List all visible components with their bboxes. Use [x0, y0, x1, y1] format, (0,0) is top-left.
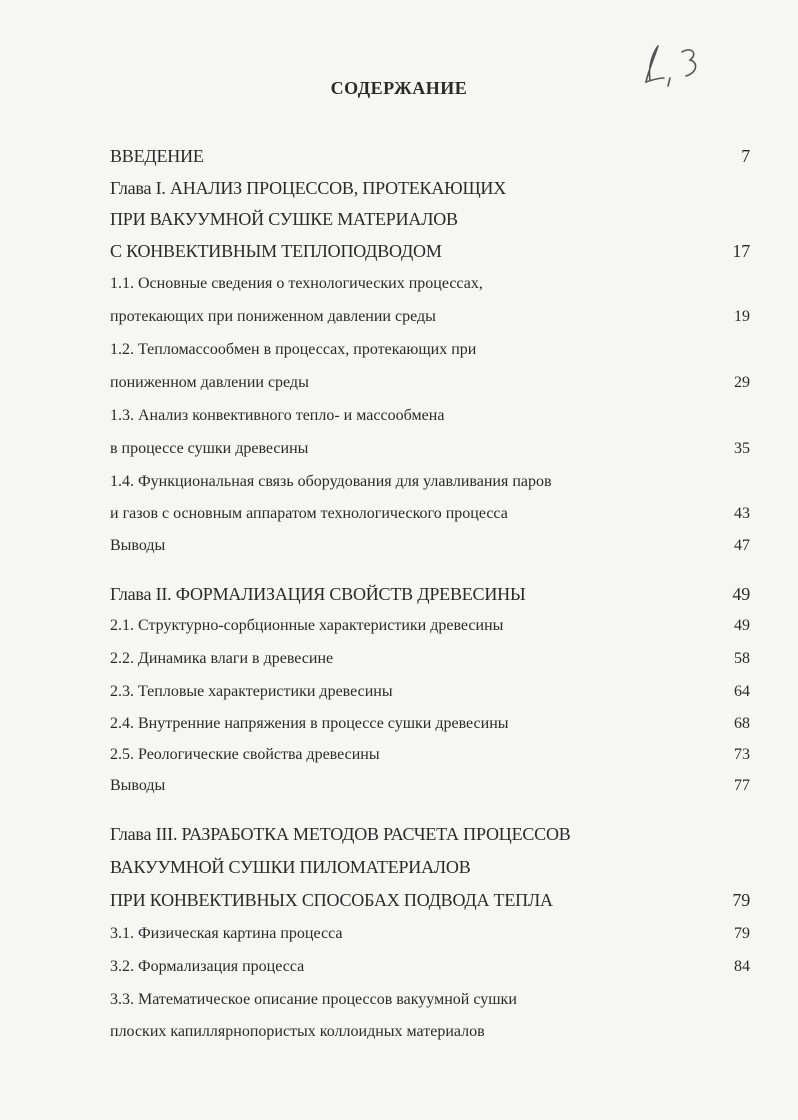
toc-entry-text: 1.3. Анализ конвективного тепло- и массообмена — [110, 407, 445, 424]
toc-entry — [110, 741, 750, 769]
toc-entry-text: ПРИ КОНВЕКТИВНЫХ СПОСОБАХ ПОДВОДА ТЕПЛА — [110, 890, 553, 910]
toc-entry-text: пониженном давлении среды — [110, 374, 309, 391]
toc-entry — [110, 920, 750, 948]
toc-entry — [110, 853, 750, 881]
toc-entry — [110, 953, 750, 981]
toc-entry — [110, 142, 750, 170]
toc-entry — [110, 772, 750, 800]
toc-entry-text: плоских капиллярнопористых коллоидных материалов — [110, 1023, 485, 1040]
toc-entry-page: 68 — [734, 715, 750, 732]
toc-entry-page: 7 — [741, 146, 750, 166]
toc-entry-text: С КОНВЕКТИВНЫМ ТЕПЛОПОДВОДОМ — [110, 241, 442, 261]
toc-entry-page: 49 — [732, 584, 750, 604]
toc-entry-page: 64 — [734, 683, 750, 700]
toc-entry-text: Выводы — [110, 537, 166, 554]
toc-entry-text: 1.1. Основные сведения о технологических процессах, — [110, 275, 483, 292]
toc-entry-page: 58 — [734, 650, 750, 667]
toc-entry-page: 43 — [734, 505, 750, 522]
toc-entry — [110, 174, 750, 202]
toc-entry-text: 2.3. Тепловые характеристики древесины — [110, 683, 393, 700]
toc-entry — [110, 402, 750, 430]
toc-entry-text: протекающих при пониженном давлении среды — [110, 308, 436, 325]
toc-entry — [110, 270, 750, 298]
toc-entry-text: 2.5. Реологические свойства древесины — [110, 746, 380, 763]
toc-entry-text: Выводы — [110, 777, 166, 794]
toc-entry-page: 84 — [734, 958, 750, 975]
toc-entry-text: Глава II. ФОРМАЛИЗАЦИЯ СВОЙСТВ ДРЕВЕСИНЫ — [110, 584, 526, 604]
toc-entry — [110, 710, 750, 738]
toc-entry — [110, 580, 750, 608]
toc-entry — [110, 678, 750, 706]
toc-entry-page: 79 — [734, 925, 750, 942]
toc-entry-text: ВАКУУМНОЙ СУШКИ ПИЛОМАТЕРИАЛОВ — [110, 857, 471, 877]
toc-entry-page: 77 — [734, 777, 750, 794]
toc-entry-page: 19 — [734, 308, 750, 325]
toc-entry-page: 73 — [734, 746, 750, 763]
toc-entry — [110, 205, 750, 233]
toc-entry-page: 49 — [734, 617, 750, 634]
toc-entry-page: 29 — [734, 374, 750, 391]
toc-entry — [110, 336, 750, 364]
toc-entry — [110, 369, 750, 397]
toc-entry — [110, 820, 750, 848]
toc-entry — [110, 468, 750, 496]
toc-entry-text: 2.1. Структурно-сорбционные характеристики древесины — [110, 617, 504, 634]
toc-entry-text: и газов с основным аппаратом технологического процесса — [110, 505, 508, 522]
toc-entry-text: 3.1. Физическая картина процесса — [110, 925, 343, 942]
toc-entry-text: 3.2. Формализация процесса — [110, 958, 305, 975]
toc-entry-text: Глава III. РАЗРАБОТКА МЕТОДОВ РАСЧЕТА ПРОЦЕССОВ — [110, 824, 571, 844]
toc-entry-text: 2.4. Внутренние напряжения в процессе сушки древесины — [110, 715, 509, 732]
toc-entry — [110, 986, 750, 1014]
toc-entry-text: 1.2. Тепломассообмен в процессах, протекающих при — [110, 341, 477, 358]
toc-entry-page: 35 — [734, 440, 750, 457]
toc-entry — [110, 532, 750, 560]
toc-entry — [110, 237, 750, 265]
toc-entry-text: 1.4. Функциональная связь оборудования для улавливания паров — [110, 473, 552, 490]
toc-entry-text: 3.3. Математическое описание процессов вакуумной сушки — [110, 991, 517, 1008]
toc-entry — [110, 500, 750, 528]
toc-entry — [110, 645, 750, 673]
toc-entry — [110, 303, 750, 331]
toc-entry — [110, 1018, 750, 1046]
page-title: СОДЕРЖАНИЕ — [330, 78, 468, 98]
toc-entry-text: Глава I. АНАЛИЗ ПРОЦЕССОВ, ПРОТЕКАЮЩИХ — [110, 178, 507, 198]
toc-entry-page: 79 — [732, 890, 750, 910]
toc-entry-text: 2.2. Динамика влаги в древесине — [110, 650, 334, 667]
toc-entry — [110, 886, 750, 914]
toc-entry-page: 17 — [732, 241, 750, 261]
toc-entry — [110, 612, 750, 640]
toc-entry-page: 47 — [734, 537, 750, 554]
toc-entry-text: ПРИ ВАКУУМНОЙ СУШКЕ МАТЕРИАЛОВ — [110, 209, 458, 229]
toc-entry-text: в процессе сушки древесины — [110, 440, 309, 457]
toc-entry — [110, 435, 750, 463]
toc-entry-text: ВВЕДЕНИЕ — [110, 146, 204, 166]
